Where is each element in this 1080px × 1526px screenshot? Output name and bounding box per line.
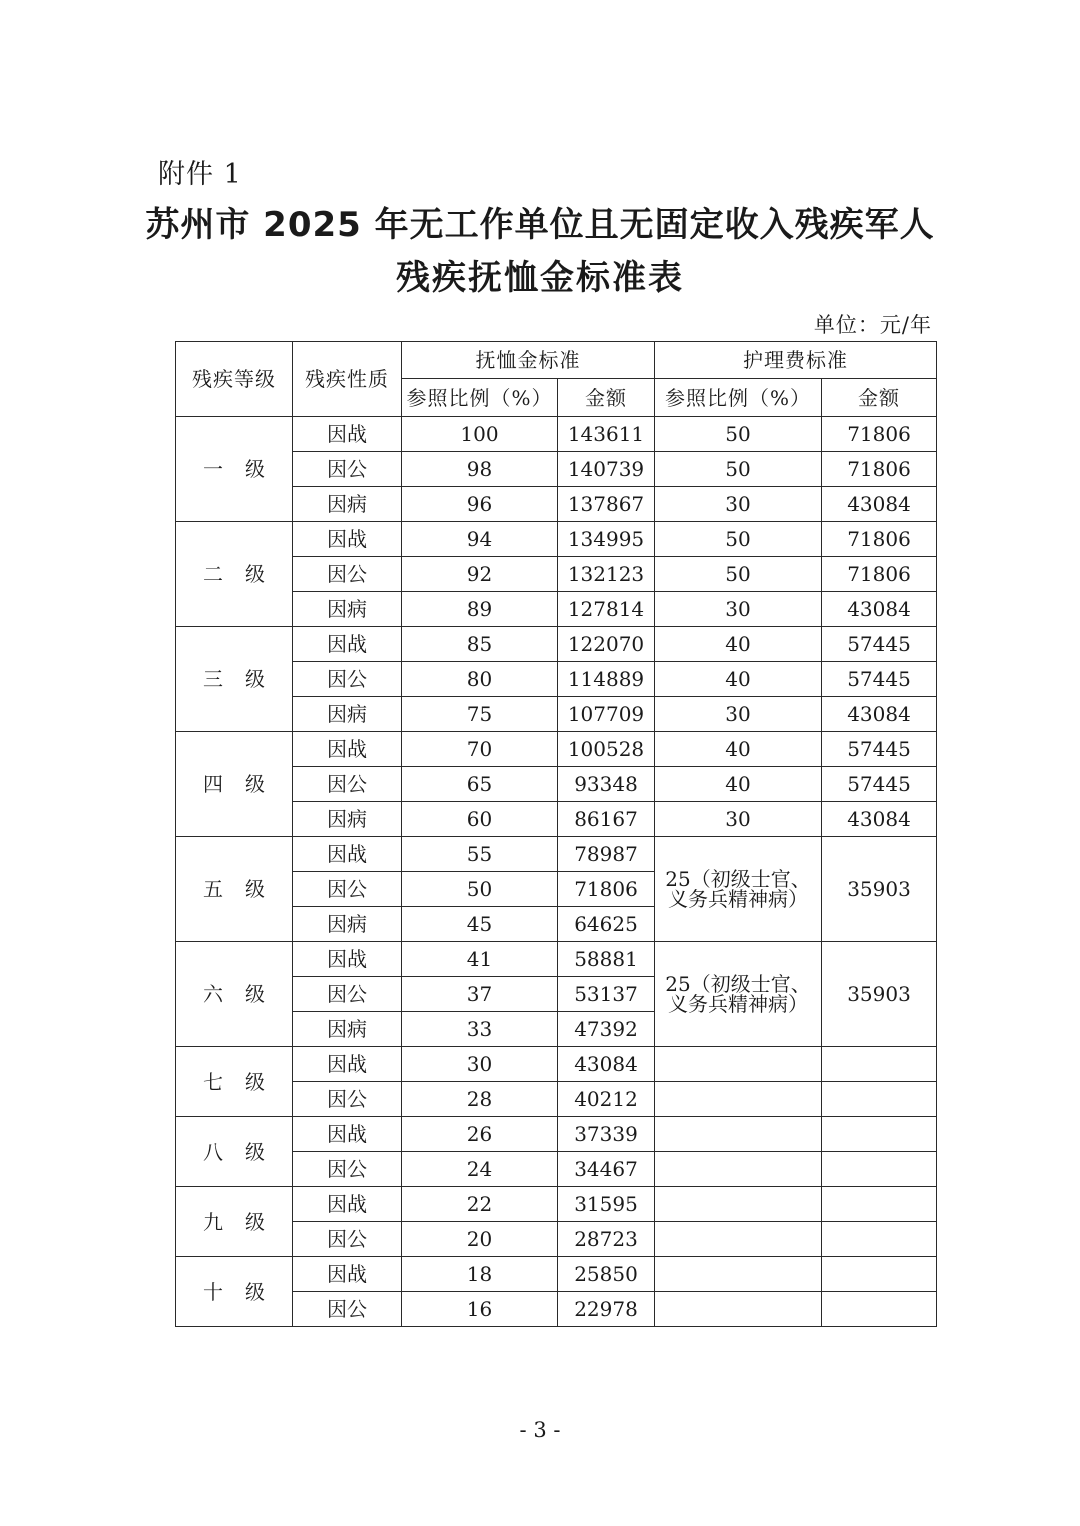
nursing-note-line2: 义务兵精神病） xyxy=(668,992,808,1016)
nursing-amount-cell: 43084 xyxy=(822,802,937,837)
pension-amount-cell: 28723 xyxy=(558,1222,655,1257)
nursing-ratio-cell: 50 xyxy=(655,522,822,557)
nursing-amount-cell: 57445 xyxy=(822,627,937,662)
pension-amount-cell: 100528 xyxy=(558,732,655,767)
nursing-ratio-cell: 50 xyxy=(655,417,822,452)
pension-amount-cell: 86167 xyxy=(558,802,655,837)
pension-ratio-cell: 98 xyxy=(402,452,558,487)
level-cell xyxy=(176,522,293,627)
nature-cell: 因战 xyxy=(293,1117,402,1152)
nursing-ratio-cell: 50 xyxy=(655,557,822,592)
pension-ratio-cell: 26 xyxy=(402,1117,558,1152)
level-name: 三 xyxy=(203,667,223,691)
level-name: 四 xyxy=(203,772,223,796)
level-suffix: 级 xyxy=(245,457,265,481)
pension-ratio-cell: 41 xyxy=(402,942,558,977)
nursing-note-line1: 25（初级士官、 xyxy=(665,972,811,996)
level-name: 五 xyxy=(203,877,223,901)
level-cell xyxy=(176,1187,293,1257)
pension-amount-cell: 22978 xyxy=(558,1292,655,1327)
table-row xyxy=(176,627,937,662)
level-cell xyxy=(176,732,293,837)
nursing-note-cell xyxy=(655,942,822,1047)
header-nature: 残疾性质 xyxy=(293,342,402,417)
empty-nursing-amount-cell xyxy=(822,1047,937,1082)
table-header-row xyxy=(176,342,937,379)
pension-amount-cell: 37339 xyxy=(558,1117,655,1152)
level-suffix: 级 xyxy=(245,562,265,586)
pension-amount-cell: 47392 xyxy=(558,1012,655,1047)
empty-nursing-amount-cell xyxy=(822,1222,937,1257)
table-row xyxy=(176,1257,937,1292)
nursing-amount-cell: 71806 xyxy=(822,417,937,452)
table-row xyxy=(176,732,937,767)
pension-ratio-cell: 45 xyxy=(402,907,558,942)
nursing-note-line1: 25（初级士官、 xyxy=(665,867,811,891)
nursing-ratio-cell: 30 xyxy=(655,592,822,627)
nature-cell: 因病 xyxy=(293,1012,402,1047)
nature-cell: 因战 xyxy=(293,627,402,662)
nursing-amount-cell: 71806 xyxy=(822,452,937,487)
empty-nursing-ratio-cell xyxy=(655,1082,822,1117)
pension-amount-cell: 31595 xyxy=(558,1187,655,1222)
level-name: 六 xyxy=(203,982,223,1006)
table-body xyxy=(176,417,937,1327)
empty-nursing-ratio-cell xyxy=(655,1152,822,1187)
level-suffix: 级 xyxy=(245,1209,265,1234)
level-cell xyxy=(176,417,293,522)
nursing-amount-cell: 43084 xyxy=(822,487,937,522)
page-number: - 3 - xyxy=(519,1418,561,1442)
nursing-ratio-cell: 40 xyxy=(655,662,822,697)
empty-nursing-ratio-cell xyxy=(655,1117,822,1152)
nursing-ratio-cell: 50 xyxy=(655,452,822,487)
level-suffix: 级 xyxy=(245,877,265,901)
nature-cell: 因战 xyxy=(293,942,402,977)
pension-amount-cell: 137867 xyxy=(558,487,655,522)
level-cell xyxy=(176,837,293,942)
pension-ratio-cell: 50 xyxy=(402,872,558,907)
header-pension-ratio: 参照比例（%） xyxy=(402,379,558,417)
nursing-amount-cell: 71806 xyxy=(822,557,937,592)
table-row xyxy=(176,522,937,557)
nature-cell: 因公 xyxy=(293,662,402,697)
empty-nursing-ratio-cell xyxy=(655,1222,822,1257)
pension-ratio-cell: 70 xyxy=(402,732,558,767)
header-pension-amount: 金额 xyxy=(558,379,655,417)
pension-amount-cell: 53137 xyxy=(558,977,655,1012)
document-title-line1: 苏州市 2025 年无工作单位且无固定收入残疾军人 xyxy=(145,205,935,245)
empty-nursing-amount-cell xyxy=(822,1082,937,1117)
nature-cell: 因战 xyxy=(293,1187,402,1222)
level-suffix: 级 xyxy=(245,982,265,1006)
empty-nursing-amount-cell xyxy=(822,1187,937,1222)
nursing-ratio-cell: 40 xyxy=(655,627,822,662)
table-row xyxy=(176,1117,937,1152)
level-name: 八 xyxy=(203,1139,223,1164)
pension-amount-cell: 78987 xyxy=(558,837,655,872)
pension-ratio-cell: 55 xyxy=(402,837,558,872)
nature-cell: 因战 xyxy=(293,1257,402,1292)
nursing-ratio-cell: 30 xyxy=(655,697,822,732)
pension-ratio-cell: 94 xyxy=(402,522,558,557)
pension-ratio-cell: 18 xyxy=(402,1257,558,1292)
level-suffix: 级 xyxy=(245,667,265,691)
nature-cell: 因公 xyxy=(293,452,402,487)
document-title-line2: 残疾抚恤金标准表 xyxy=(396,258,684,298)
nature-cell: 因战 xyxy=(293,417,402,452)
header-nursing-standard: 护理费标准 xyxy=(655,342,937,379)
nursing-ratio-cell: 30 xyxy=(655,487,822,522)
nursing-note-cell xyxy=(655,837,822,942)
pension-ratio-cell: 65 xyxy=(402,767,558,802)
table-row xyxy=(176,942,937,977)
pension-amount-cell: 143611 xyxy=(558,417,655,452)
pension-ratio-cell: 28 xyxy=(402,1082,558,1117)
level-suffix: 级 xyxy=(245,1139,265,1164)
nursing-amount-cell: 43084 xyxy=(822,592,937,627)
attachment-label: 附件 1 xyxy=(158,159,242,190)
nursing-amount-cell: 43084 xyxy=(822,697,937,732)
level-suffix: 级 xyxy=(245,772,265,796)
pension-amount-cell: 34467 xyxy=(558,1152,655,1187)
pension-ratio-cell: 60 xyxy=(402,802,558,837)
nursing-ratio-cell: 40 xyxy=(655,732,822,767)
level-cell xyxy=(176,627,293,732)
table-row xyxy=(176,1187,937,1222)
level-cell xyxy=(176,1047,293,1117)
pension-amount-cell: 64625 xyxy=(558,907,655,942)
pension-amount-cell: 132123 xyxy=(558,557,655,592)
pension-ratio-cell: 37 xyxy=(402,977,558,1012)
empty-nursing-ratio-cell xyxy=(655,1047,822,1082)
pension-amount-cell: 134995 xyxy=(558,522,655,557)
table-row xyxy=(176,417,937,452)
nursing-amount-cell: 57445 xyxy=(822,732,937,767)
nature-cell: 因病 xyxy=(293,907,402,942)
pension-ratio-cell: 92 xyxy=(402,557,558,592)
pension-ratio-cell: 33 xyxy=(402,1012,558,1047)
nature-cell: 因病 xyxy=(293,802,402,837)
nature-cell: 因公 xyxy=(293,767,402,802)
nursing-ratio-cell: 30 xyxy=(655,802,822,837)
table-row xyxy=(176,1047,937,1082)
nature-cell: 因战 xyxy=(293,732,402,767)
empty-nursing-amount-cell xyxy=(822,1292,937,1327)
nature-cell: 因战 xyxy=(293,837,402,872)
pension-amount-cell: 71806 xyxy=(558,872,655,907)
nursing-note-amount: 35903 xyxy=(822,837,937,942)
pension-ratio-cell: 96 xyxy=(402,487,558,522)
pension-amount-cell: 93348 xyxy=(558,767,655,802)
empty-nursing-ratio-cell xyxy=(655,1257,822,1292)
empty-nursing-amount-cell xyxy=(822,1257,937,1292)
pension-ratio-cell: 24 xyxy=(402,1152,558,1187)
nursing-note-line2: 义务兵精神病） xyxy=(668,887,808,911)
pension-ratio-cell: 89 xyxy=(402,592,558,627)
nature-cell: 因公 xyxy=(293,1222,402,1257)
nature-cell: 因公 xyxy=(293,557,402,592)
nature-cell: 因病 xyxy=(293,592,402,627)
pension-amount-cell: 43084 xyxy=(558,1047,655,1082)
nature-cell: 因公 xyxy=(293,977,402,1012)
level-cell xyxy=(176,1117,293,1187)
table-row xyxy=(176,837,937,872)
nature-cell: 因病 xyxy=(293,487,402,522)
pension-amount-cell: 114889 xyxy=(558,662,655,697)
header-nursing-amount: 金额 xyxy=(822,379,937,417)
header-nursing-ratio: 参照比例（%） xyxy=(655,379,822,417)
nature-cell: 因战 xyxy=(293,522,402,557)
empty-nursing-amount-cell xyxy=(822,1117,937,1152)
level-name: 七 xyxy=(203,1069,223,1094)
pension-amount-cell: 122070 xyxy=(558,627,655,662)
pension-amount-cell: 58881 xyxy=(558,942,655,977)
nursing-note-amount: 35903 xyxy=(822,942,937,1047)
nature-cell: 因公 xyxy=(293,1292,402,1327)
level-suffix: 级 xyxy=(245,1279,265,1304)
pension-ratio-cell: 16 xyxy=(402,1292,558,1327)
pension-ratio-cell: 85 xyxy=(402,627,558,662)
pension-amount-cell: 25850 xyxy=(558,1257,655,1292)
pension-standard-table xyxy=(175,341,937,1327)
pension-amount-cell: 107709 xyxy=(558,697,655,732)
nature-cell: 因战 xyxy=(293,1047,402,1082)
pension-ratio-cell: 20 xyxy=(402,1222,558,1257)
level-cell xyxy=(176,942,293,1047)
level-name: 一 xyxy=(203,457,223,481)
nature-cell: 因病 xyxy=(293,697,402,732)
empty-nursing-ratio-cell xyxy=(655,1187,822,1222)
nursing-ratio-cell: 40 xyxy=(655,767,822,802)
nursing-amount-cell: 57445 xyxy=(822,662,937,697)
nursing-amount-cell: 71806 xyxy=(822,522,937,557)
pension-ratio-cell: 80 xyxy=(402,662,558,697)
unit-label: 单位：元/年 xyxy=(813,313,932,337)
level-cell xyxy=(176,1257,293,1327)
nature-cell: 因公 xyxy=(293,872,402,907)
pension-amount-cell: 140739 xyxy=(558,452,655,487)
level-suffix: 级 xyxy=(245,1069,265,1094)
pension-ratio-cell: 100 xyxy=(402,417,558,452)
pension-amount-cell: 40212 xyxy=(558,1082,655,1117)
nursing-amount-cell: 57445 xyxy=(822,767,937,802)
level-name: 九 xyxy=(203,1209,223,1234)
pension-ratio-cell: 75 xyxy=(402,697,558,732)
level-name: 十 xyxy=(203,1279,223,1304)
nature-cell: 因公 xyxy=(293,1152,402,1187)
header-pension-standard: 抚恤金标准 xyxy=(402,342,655,379)
pension-ratio-cell: 22 xyxy=(402,1187,558,1222)
level-name: 二 xyxy=(203,562,223,586)
header-level: 残疾等级 xyxy=(176,342,293,417)
empty-nursing-amount-cell xyxy=(822,1152,937,1187)
nature-cell: 因公 xyxy=(293,1082,402,1117)
empty-nursing-ratio-cell xyxy=(655,1292,822,1327)
pension-ratio-cell: 30 xyxy=(402,1047,558,1082)
pension-amount-cell: 127814 xyxy=(558,592,655,627)
